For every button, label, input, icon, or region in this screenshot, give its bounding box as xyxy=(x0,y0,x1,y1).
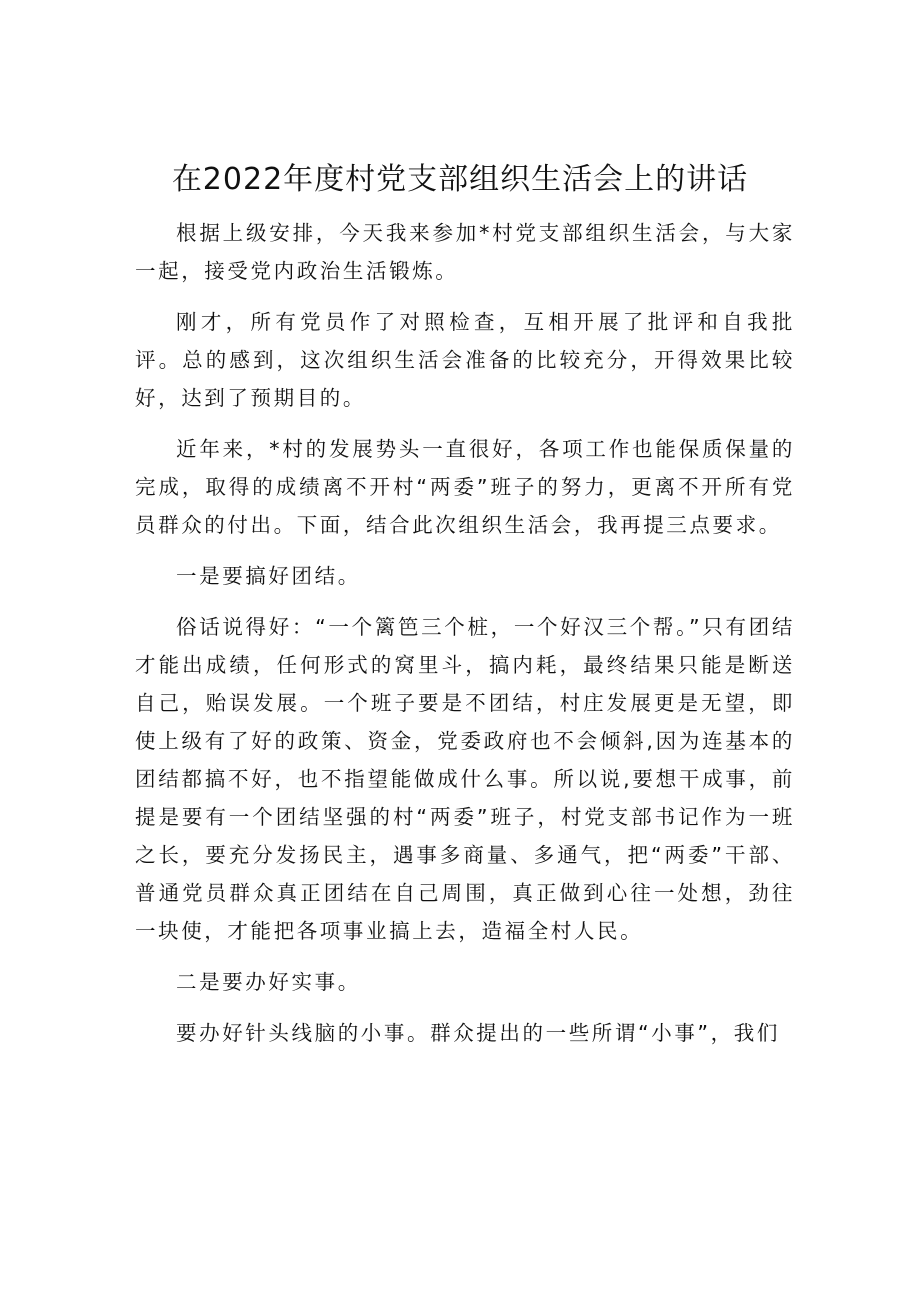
paragraph-development: 近年来，*村的发展势头一直很好，各项工作也能保质保量的完成，取得的成绩离不开村“两委”班子的努力，更离不开所有党员群众的付出。下面，结合此次组织生活会，我再提三点要求。 xyxy=(135,437,795,537)
paragraph-intro: 根据上级安排，今天我来参加*村党支部组织生活会，与大家一起，接受党内政治生活锻炼。 xyxy=(135,221,795,283)
document-body xyxy=(135,214,795,1065)
paragraph-unity: 俗话说得好：“一个篱笆三个桩，一个好汉三个帮。”只有团结才能出成绩，任何形式的窝里斗，搞内耗，最终结果只能是断送自己，贻误发展。一个班子要是不团结，村庄发展更是无望，即使上级有了好的政策、资金，党委政府也不会倾斜,因为连基本的团结都搞不好，也不指望能做成什么事。所以说,要想干成事，前提是要有一个团结坚强的村“两委”班子，村党支部书记作为一班之长，要充分发扬民主，遇事多商量、多通气，把“两委”干部、普通党员群众真正团结在自己周围，真正做到心往一处想，劲往一块使，才能把各项事业搞上去，造福全村人民。 xyxy=(135,615,795,943)
paragraph-small-matters: 要办好针头线脑的小事。群众提出的一些所谓“小事”，我们 xyxy=(176,1021,780,1045)
section-heading-unity: 一是要搞好团结。 xyxy=(176,564,361,588)
section-heading-practical-matters: 二是要办好实事。 xyxy=(176,970,361,994)
document-title: 在2022年度村党支部组织生活会上的讲话 xyxy=(171,162,749,197)
paragraph-review: 刚才，所有党员作了对照检查，互相开展了批评和自我批评。总的感到，这次组织生活会准备的比较充分，开得效果比较好，达到了预期目的。 xyxy=(135,310,795,410)
